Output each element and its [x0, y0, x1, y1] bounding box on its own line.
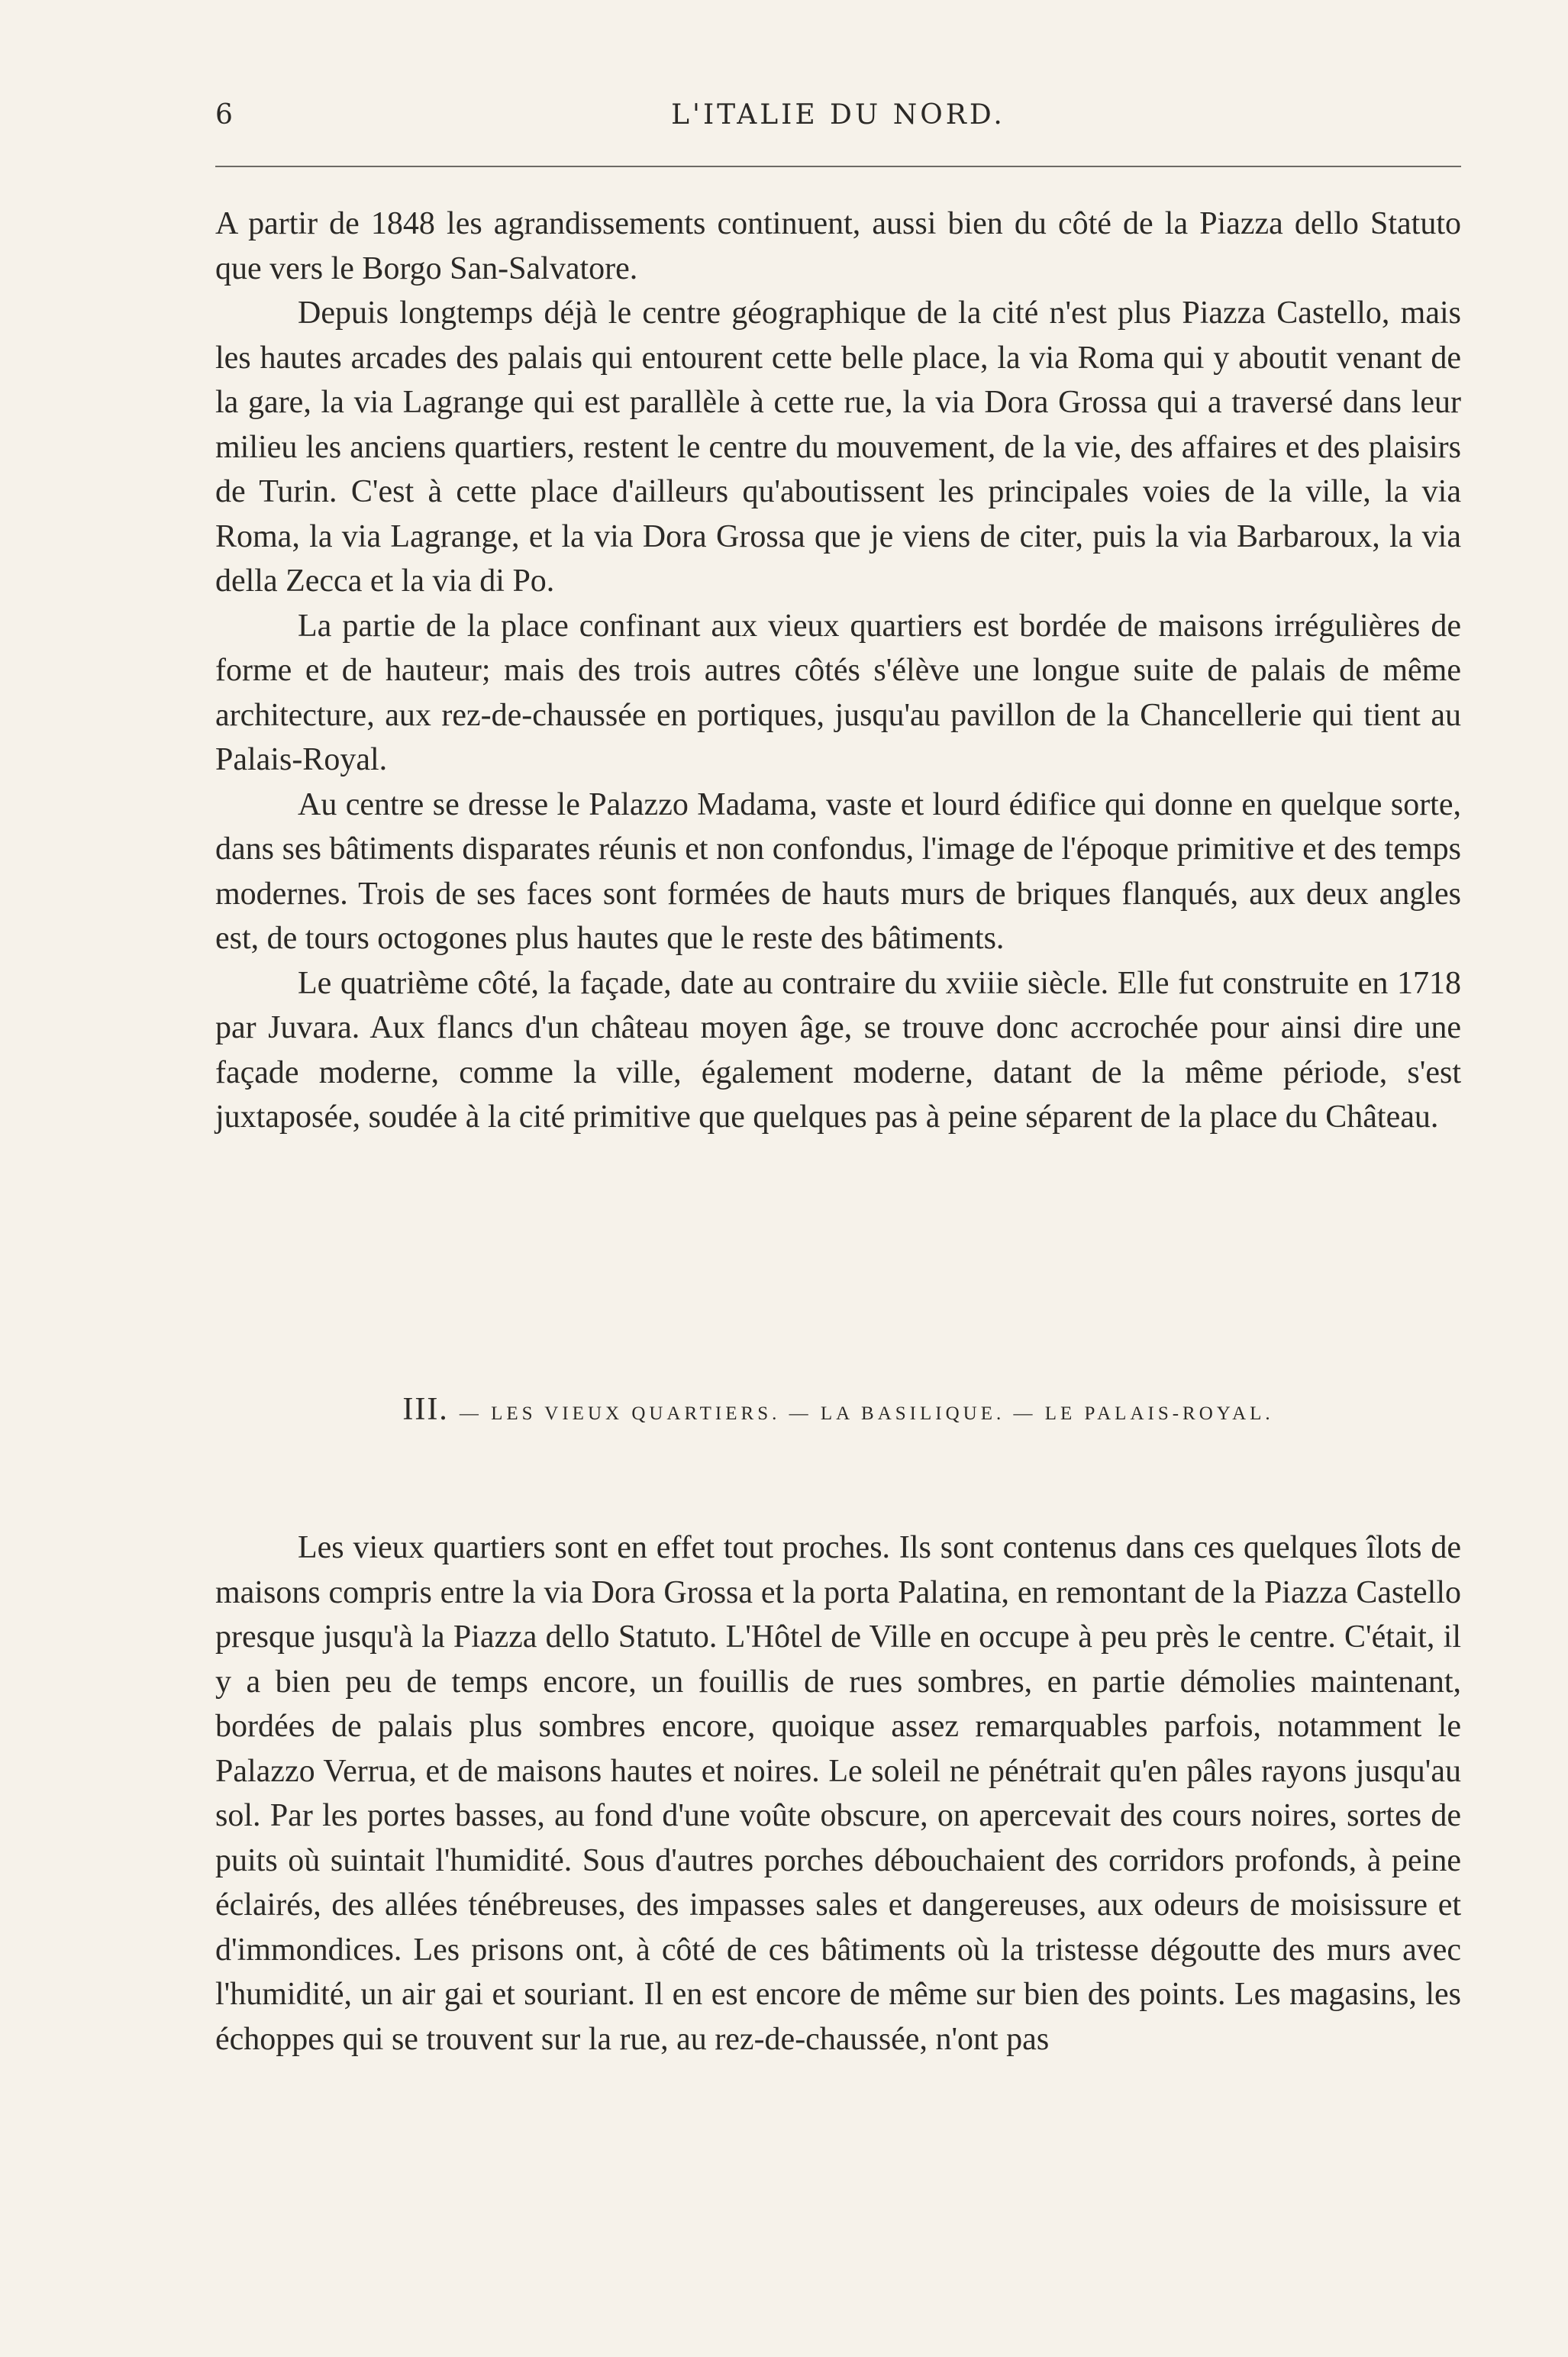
paragraph: La partie de la place confinant aux vieux quartiers est bordée de maisons irrégulières de forme et de hauteur; mais des trois autres côtés s'élève une longue suite de palais de même architecture, aux rez-de-chaussée en portiques, jusqu'au pavillon de la Chancellerie qui tient au Palais-Royal.	[215, 608, 1461, 777]
section-one-text	[215, 202, 1461, 1140]
paragraph: Au centre se dresse le Palazzo Madama, vaste et lourd édifice qui donne en quelque sorte, dans ses bâtiments disparates réunis et non confondus, l'image de l'époque primitive et des temps modernes. Trois de ses faces sont formées de hauts murs de briques flanqués, aux deux angles est, de tours octogones plus hautes que le reste des bâtiments.	[215, 786, 1461, 956]
page-header	[215, 99, 1461, 145]
section-numeral: III.	[402, 1392, 449, 1427]
running-title: L'ITALIE DU NORD.	[671, 99, 1005, 131]
section-two-text	[215, 1526, 1461, 2062]
section-title: — LES VIEUX QUARTIERS. — LA BASILIQUE. — LE PALAIS-ROYAL.	[459, 1403, 1274, 1424]
paragraph: Les vieux quartiers sont en effet tout proches. Ils sont contenus dans ces quelques îlots de maisons compris entre la via Dora Grossa et la porta Palatina, en remontant de la Piazza Castello presque jusqu'à la Piazza dello Statuto. L'Hôtel de Ville en occupe à peu près le centre. C'était, il y a bien peu de temps encore, un fouillis de rues sombres, en partie démolies maintenant, bordées de palais plus sombres encore, quoique assez remarquables parfois, notamment le Palazzo Verrua, et de maisons hautes et noires. Le soleil ne pénétrait qu'en pâles rayons jusqu'au sol. Par les portes basses, au fond d'une voûte obscure, on apercevait des cours noires, sortes de puits où suintait l'humidité. Sous d'autres porches débouchaient des corridors profonds, à peine éclairés, des allées ténébreuses, des impasses sales et dangereuses, aux odeurs de moisissure et d'immondices. Les prisons ont, à côté de ces bâtiments où la tristesse dégoutte des murs avec l'humidité, un air gai et souriant. Il en est encore de même sur bien des points. Les magasins, les échoppes qui se trouvent sur la rue, au rez-de-chaussée, n'ont pas	[215, 1530, 1461, 2057]
paragraph: Depuis longtemps déjà le centre géographique de la cité n'est plus Piazza Castello, mais les hautes arcades des palais qui entourent cette belle place, la via Roma qui y aboutit venant de la gare, la via Lagrange qui est parallèle à cette rue, la via Dora Grossa qui a traversé dans leur milieu les anciens quartiers, restent le centre du mouvement, de la vie, des affaires et des plaisirs de Turin. C'est à cette place d'ailleurs qu'aboutissent les principales voies de la ville, la via Roma, la via Lagrange, et la via Dora Grossa que je viens de citer, puis la via Barbaroux, la via della Zecca et la via di Po.	[215, 295, 1461, 599]
page-number: 6	[215, 99, 234, 131]
paragraph: A partir de 1848 les agrandissements continuent, aussi bien du côté de la Piazza dello Statuto que vers le Borgo San-Salvatore.	[215, 206, 1461, 286]
header-rule	[215, 166, 1461, 167]
section-heading	[215, 1391, 1461, 1428]
paragraph: Le quatrième côté, la façade, date au contraire du xviiie siècle. Elle fut construite en 1718 par Juvara. Aux flancs d'un château moyen âge, se trouve donc accrochée pour ainsi dire une façade moderne, comme la ville, également moderne, datant de la même période, s'est juxtaposée, soudée à la cité primitive que quelques pas à peine séparent de la place du Château.	[215, 965, 1461, 1135]
